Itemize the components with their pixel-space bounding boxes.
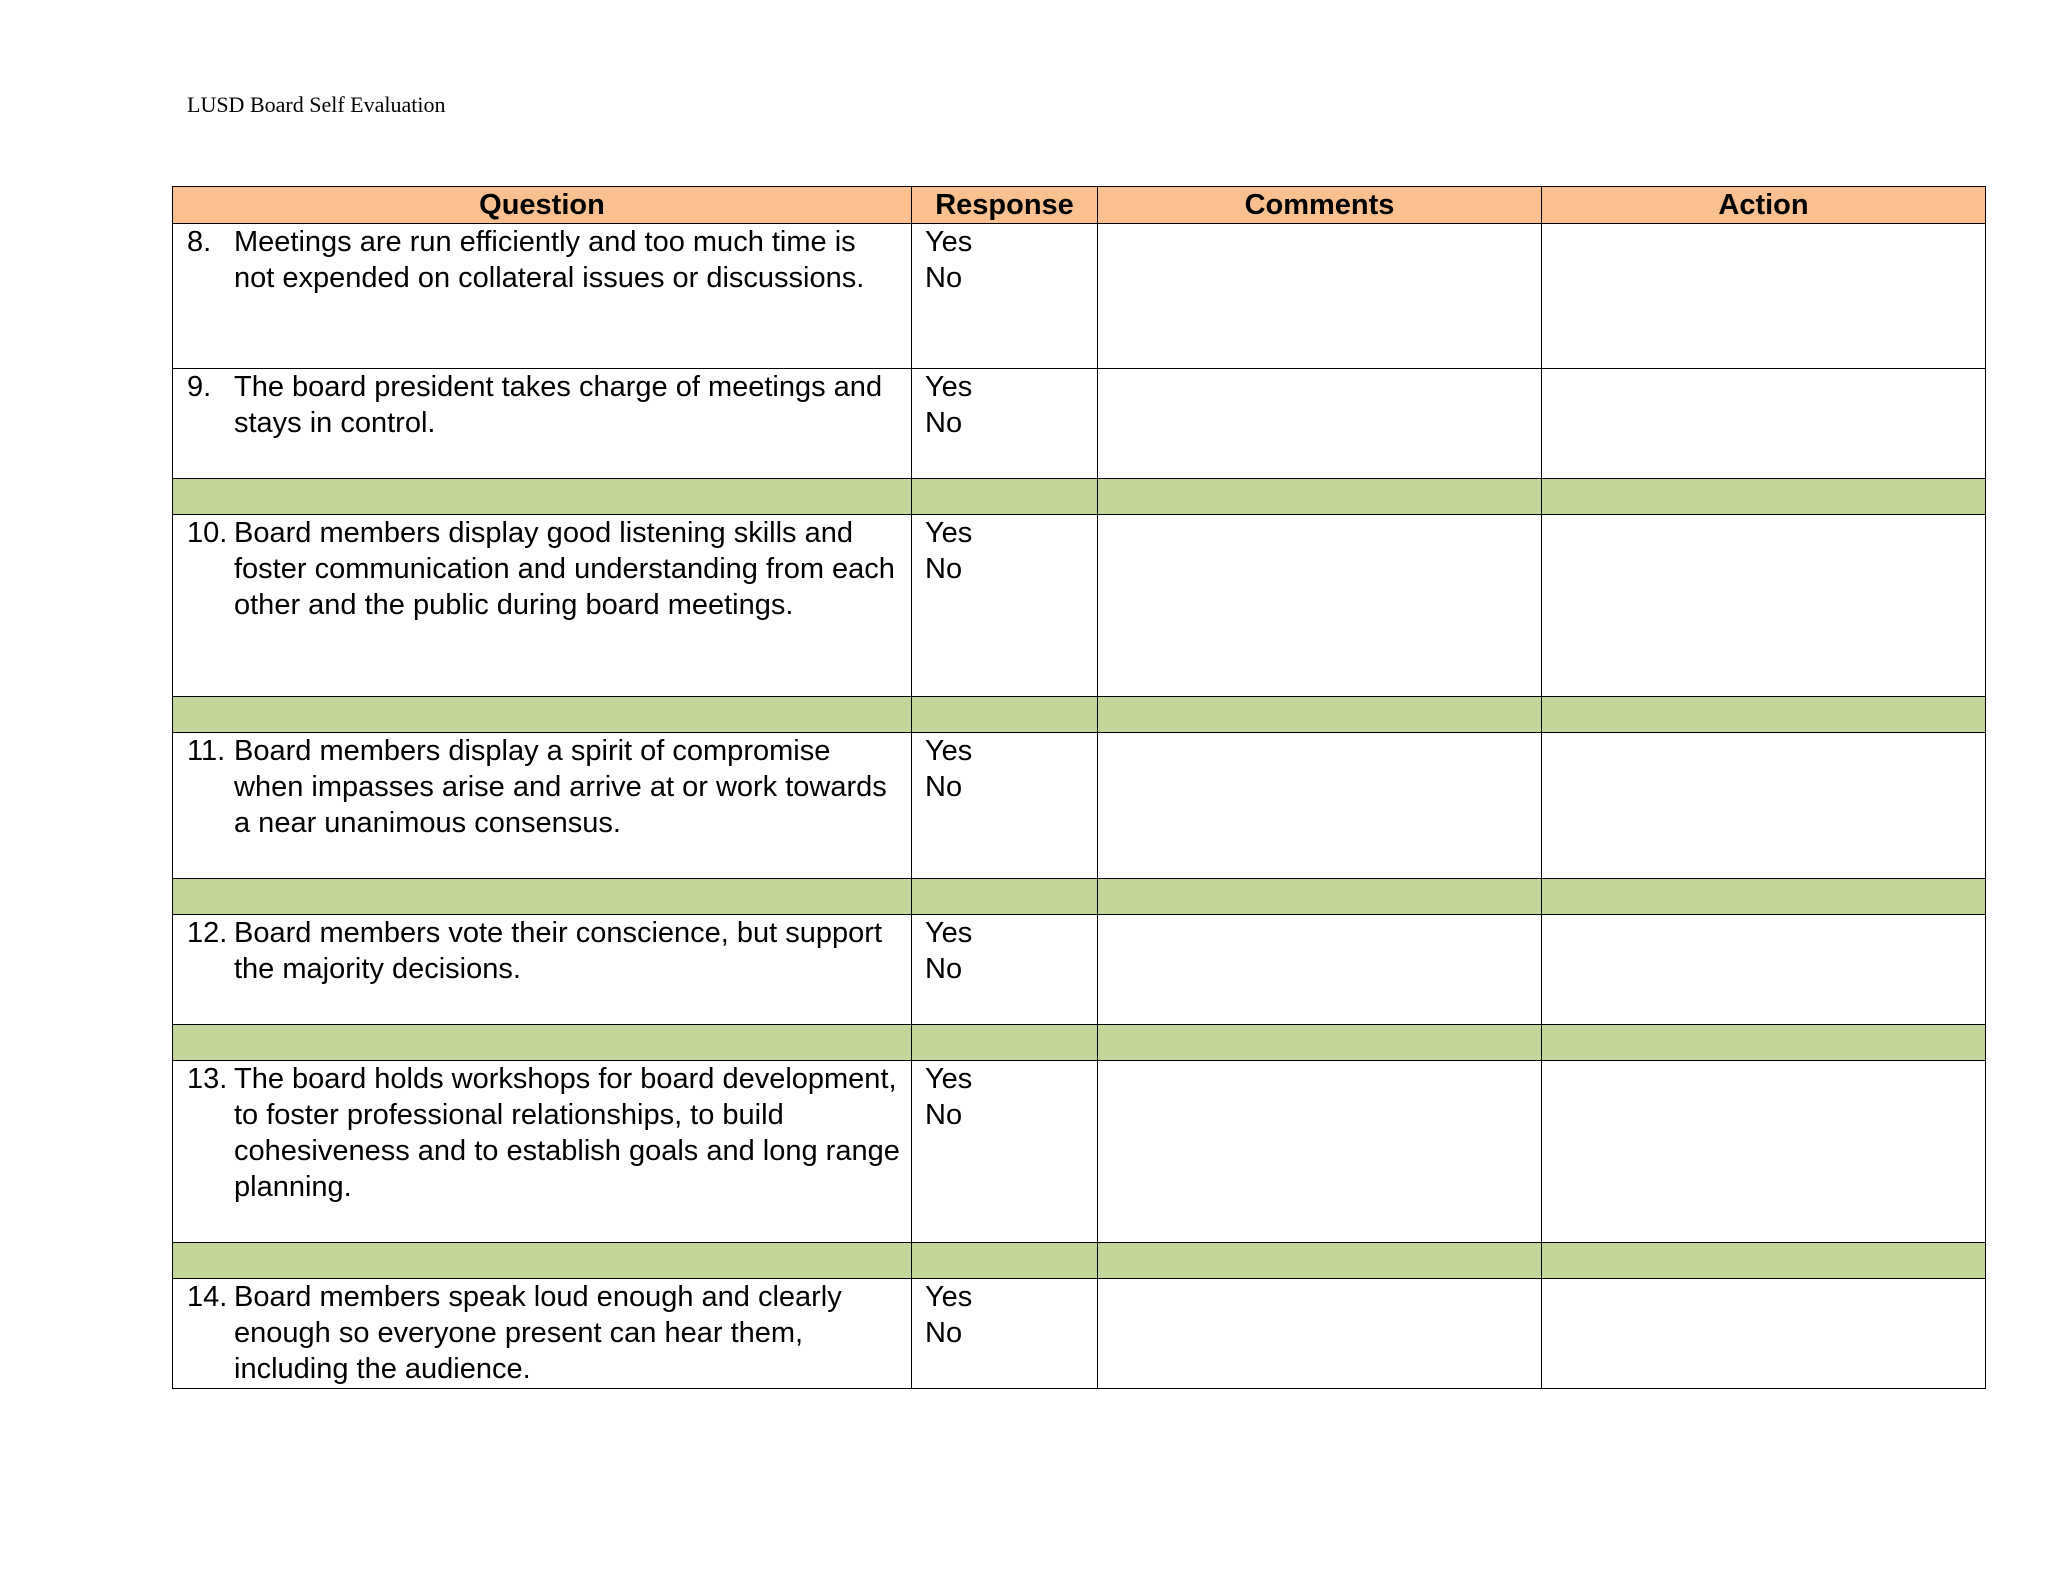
question-text: Board members display a spirit of compromise when impasses arise and arrive at or work towards a near unanimous consensus. bbox=[234, 735, 887, 839]
action-cell[interactable] bbox=[1542, 515, 1986, 697]
spacer-cell bbox=[1542, 1243, 1986, 1279]
spacer-row bbox=[173, 1025, 1986, 1061]
spacer-row bbox=[173, 697, 1986, 733]
spacer-row bbox=[173, 879, 1986, 915]
spacer-cell bbox=[173, 1025, 912, 1061]
spacer-cell bbox=[1098, 1025, 1542, 1061]
comments-cell[interactable] bbox=[1098, 224, 1542, 369]
response-option-yes[interactable]: Yes bbox=[925, 1281, 973, 1313]
spacer-cell bbox=[912, 1243, 1098, 1279]
response-option-yes[interactable]: Yes bbox=[925, 226, 973, 258]
page-header-title: LUSD Board Self Evaluation bbox=[187, 92, 446, 117]
spacer-cell bbox=[173, 879, 912, 915]
table-row bbox=[173, 224, 1986, 369]
table-row bbox=[173, 915, 1986, 1025]
table-row bbox=[173, 1279, 1986, 1389]
response-option-yes[interactable]: Yes bbox=[925, 1063, 973, 1095]
response-option-yes[interactable]: Yes bbox=[925, 371, 973, 403]
spacer-cell bbox=[1098, 697, 1542, 733]
comments-cell[interactable] bbox=[1098, 1279, 1542, 1389]
comments-cell[interactable] bbox=[1098, 369, 1542, 479]
question-text: Board members display good listening skills and foster communication and understanding from each other and the public during board meetings. bbox=[234, 517, 895, 621]
question-text: Meetings are run efficiently and too much time is not expended on collateral issues or discussions. bbox=[234, 226, 865, 294]
spacer-cell bbox=[912, 1025, 1098, 1061]
response-option-yes[interactable]: Yes bbox=[925, 735, 973, 767]
action-cell[interactable] bbox=[1542, 1279, 1986, 1389]
table-row bbox=[173, 1061, 1986, 1243]
question-number: 11. bbox=[187, 735, 226, 767]
spacer-cell bbox=[912, 697, 1098, 733]
action-cell[interactable] bbox=[1542, 224, 1986, 369]
question-number: 12. bbox=[187, 917, 228, 949]
spacer-cell bbox=[1542, 1025, 1986, 1061]
response-option-no[interactable]: No bbox=[925, 553, 963, 585]
question-number: 9. bbox=[187, 371, 212, 403]
spacer-row bbox=[173, 479, 1986, 515]
response-cell[interactable] bbox=[912, 733, 1098, 879]
evaluation-table bbox=[172, 186, 1986, 1389]
response-cell[interactable] bbox=[912, 224, 1098, 369]
question-number: 13. bbox=[187, 1063, 228, 1095]
spacer-cell bbox=[173, 697, 912, 733]
question-cell bbox=[173, 1061, 912, 1243]
question-cell bbox=[173, 515, 912, 697]
response-option-no[interactable]: No bbox=[925, 771, 963, 803]
response-option-no[interactable]: No bbox=[925, 1099, 963, 1131]
response-cell[interactable] bbox=[912, 1061, 1098, 1243]
question-text: The board president takes charge of meetings and stays in control. bbox=[234, 371, 883, 439]
spacer-cell bbox=[173, 1243, 912, 1279]
response-cell[interactable] bbox=[912, 915, 1098, 1025]
table-row bbox=[173, 733, 1986, 879]
spacer-cell bbox=[173, 479, 912, 515]
table-header-row bbox=[173, 187, 1986, 224]
comments-cell[interactable] bbox=[1098, 515, 1542, 697]
column-header-action: Action bbox=[1542, 187, 1986, 224]
spacer-cell bbox=[1542, 479, 1986, 515]
spacer-cell bbox=[912, 479, 1098, 515]
action-cell[interactable] bbox=[1542, 1061, 1986, 1243]
spacer-cell bbox=[1542, 879, 1986, 915]
question-cell bbox=[173, 733, 912, 879]
spacer-cell bbox=[912, 879, 1098, 915]
column-header-comments: Comments bbox=[1098, 187, 1542, 224]
comments-cell[interactable] bbox=[1098, 733, 1542, 879]
response-option-no[interactable]: No bbox=[925, 407, 963, 439]
response-cell[interactable] bbox=[912, 515, 1098, 697]
question-text: Board members speak loud enough and clearly enough so everyone present can hear them, including the audience. bbox=[234, 1281, 842, 1385]
column-header-response: Response bbox=[912, 187, 1098, 224]
spacer-cell bbox=[1098, 1243, 1542, 1279]
response-option-no[interactable]: No bbox=[925, 1317, 963, 1349]
comments-cell[interactable] bbox=[1098, 915, 1542, 1025]
question-text: The board holds workshops for board development, to foster professional relationships, to build cohesiveness and to establish goals and long range planning. bbox=[234, 1063, 900, 1203]
question-number: 8. bbox=[187, 226, 212, 258]
column-header-question: Question bbox=[173, 187, 912, 224]
response-option-yes[interactable]: Yes bbox=[925, 917, 973, 949]
question-cell bbox=[173, 224, 912, 369]
response-option-no[interactable]: No bbox=[925, 262, 963, 294]
response-cell[interactable] bbox=[912, 1279, 1098, 1389]
spacer-row bbox=[173, 1243, 1986, 1279]
question-number: 10. bbox=[187, 517, 228, 549]
comments-cell[interactable] bbox=[1098, 1061, 1542, 1243]
spacer-cell bbox=[1098, 479, 1542, 515]
response-cell[interactable] bbox=[912, 369, 1098, 479]
spacer-cell bbox=[1098, 879, 1542, 915]
action-cell[interactable] bbox=[1542, 915, 1986, 1025]
table-row bbox=[173, 515, 1986, 697]
table-row bbox=[173, 369, 1986, 479]
question-cell bbox=[173, 369, 912, 479]
spacer-cell bbox=[1542, 697, 1986, 733]
question-text: Board members vote their conscience, but support the majority decisions. bbox=[234, 917, 882, 985]
question-number: 14. bbox=[187, 1281, 228, 1313]
question-cell bbox=[173, 915, 912, 1025]
action-cell[interactable] bbox=[1542, 369, 1986, 479]
response-option-no[interactable]: No bbox=[925, 953, 963, 985]
response-option-yes[interactable]: Yes bbox=[925, 517, 973, 549]
action-cell[interactable] bbox=[1542, 733, 1986, 879]
question-cell bbox=[173, 1279, 912, 1389]
